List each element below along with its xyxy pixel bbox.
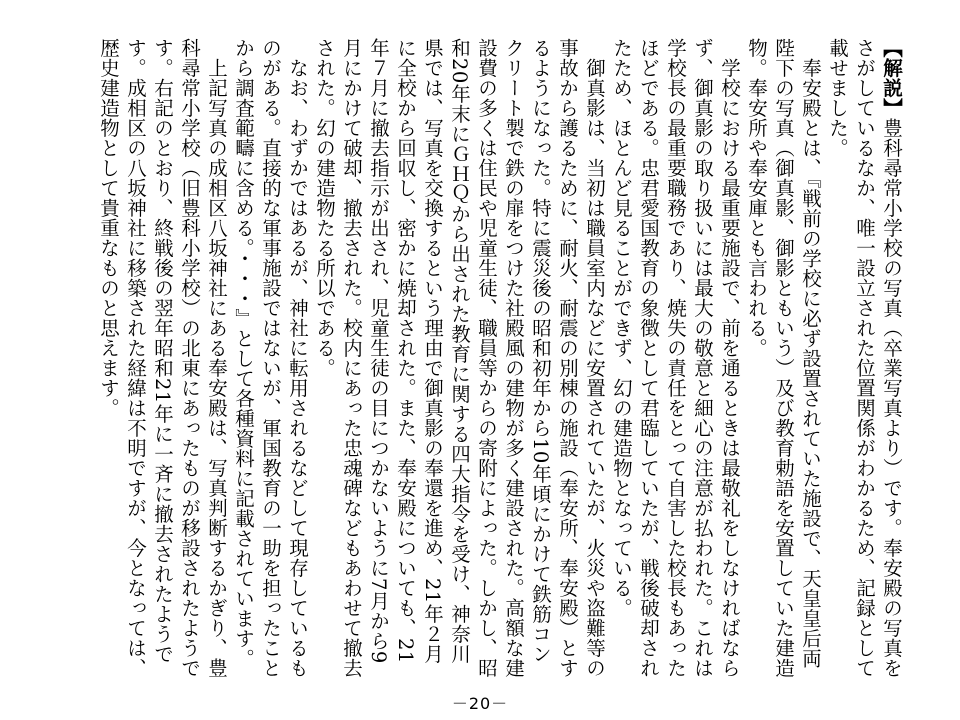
paragraph-importance: 学校における最重要施設で、前を通るときは最敬礼をしなければならず、御真影の取り扱いには最大の敬意と細心の注意が払われた。これは学校長の最重要職務であり、焼失の責任をとって自害した校長もあったほどである。忠君愛国教育の象徴として君臨していたが、戦後破却されたため、ほとんど見ることができず、幻の建造物となっている。 (610, 38, 741, 678)
paragraph-remaining: なお、わずかではあるが、神社に転用されるなどして現存しているものがある。直接的な軍事施設ではないが、軍国教育の一助を担ったことから調査範疇に含める。・・・』として各種資料に記載されています。 (232, 38, 309, 678)
paragraph-intro (824, 38, 905, 678)
paragraph-history: 御真影は、当初は職員室内などに安置されていたが、火災や盗難等の事故から護るために、耐火、耐震の別棟の施設（奉安所、奉安殿）とするようになった。特に震災後の昭和初年から10年頃にかけて鉄筋コンクリート製で鉄の扉をつけた社殿風の建物が多く建設された。高額な建設費の多くは住民や児童生徒、職員等からの寄附によった。しかし、昭和20年末にＧＨＱから出された教育に関する四大指令を受け、神奈川県では、写真を交換するという理由で御真影の奉還を進め、21年２月に全校から回収し、密かに焼却された。また、奉安殿についても、21年７月に撤去指示が出され、児童生徒の目につかないように7月から9月にかけて破却、撤去された。校内にあった忠魂碑などもあわせて撤去された。幻の建造物たる所以である。 (313, 38, 606, 678)
paragraph-text: 豊科尋常小学校の写真（卒業写真より）です。奉安殿の写真をさがしているなか、唯一設立された位置関係がわかるため、記録として載せました。 (826, 38, 903, 678)
paragraph-narai-shrine: 上記写真の成相区八坂神社にある奉安殿は、写真判断するかぎり、豊科尋常小学校（旧豊科小学校）の北東にあったものが移設されたようです。右記のとおり、終戦後の翌年昭和21年に一斉に撤去されたようです。成相区の八坂神社に移築された経緯は不明ですが、今となっては、歴史建造物として貴重なものと思えます。 (97, 38, 228, 678)
page-number: －20－ (451, 694, 509, 713)
paragraph-definition: 奉安殿とは、『戦前の学校に必ず設置されていた施設で、天皇皇后両陛下の写真（御真影、御影ともいう）及び教育勅語を安置していた建造物。奉安所や奉安庫とも言われる。 (745, 38, 822, 678)
section-heading: 【解説】 (880, 38, 903, 118)
vertical-text-body (45, 38, 905, 678)
